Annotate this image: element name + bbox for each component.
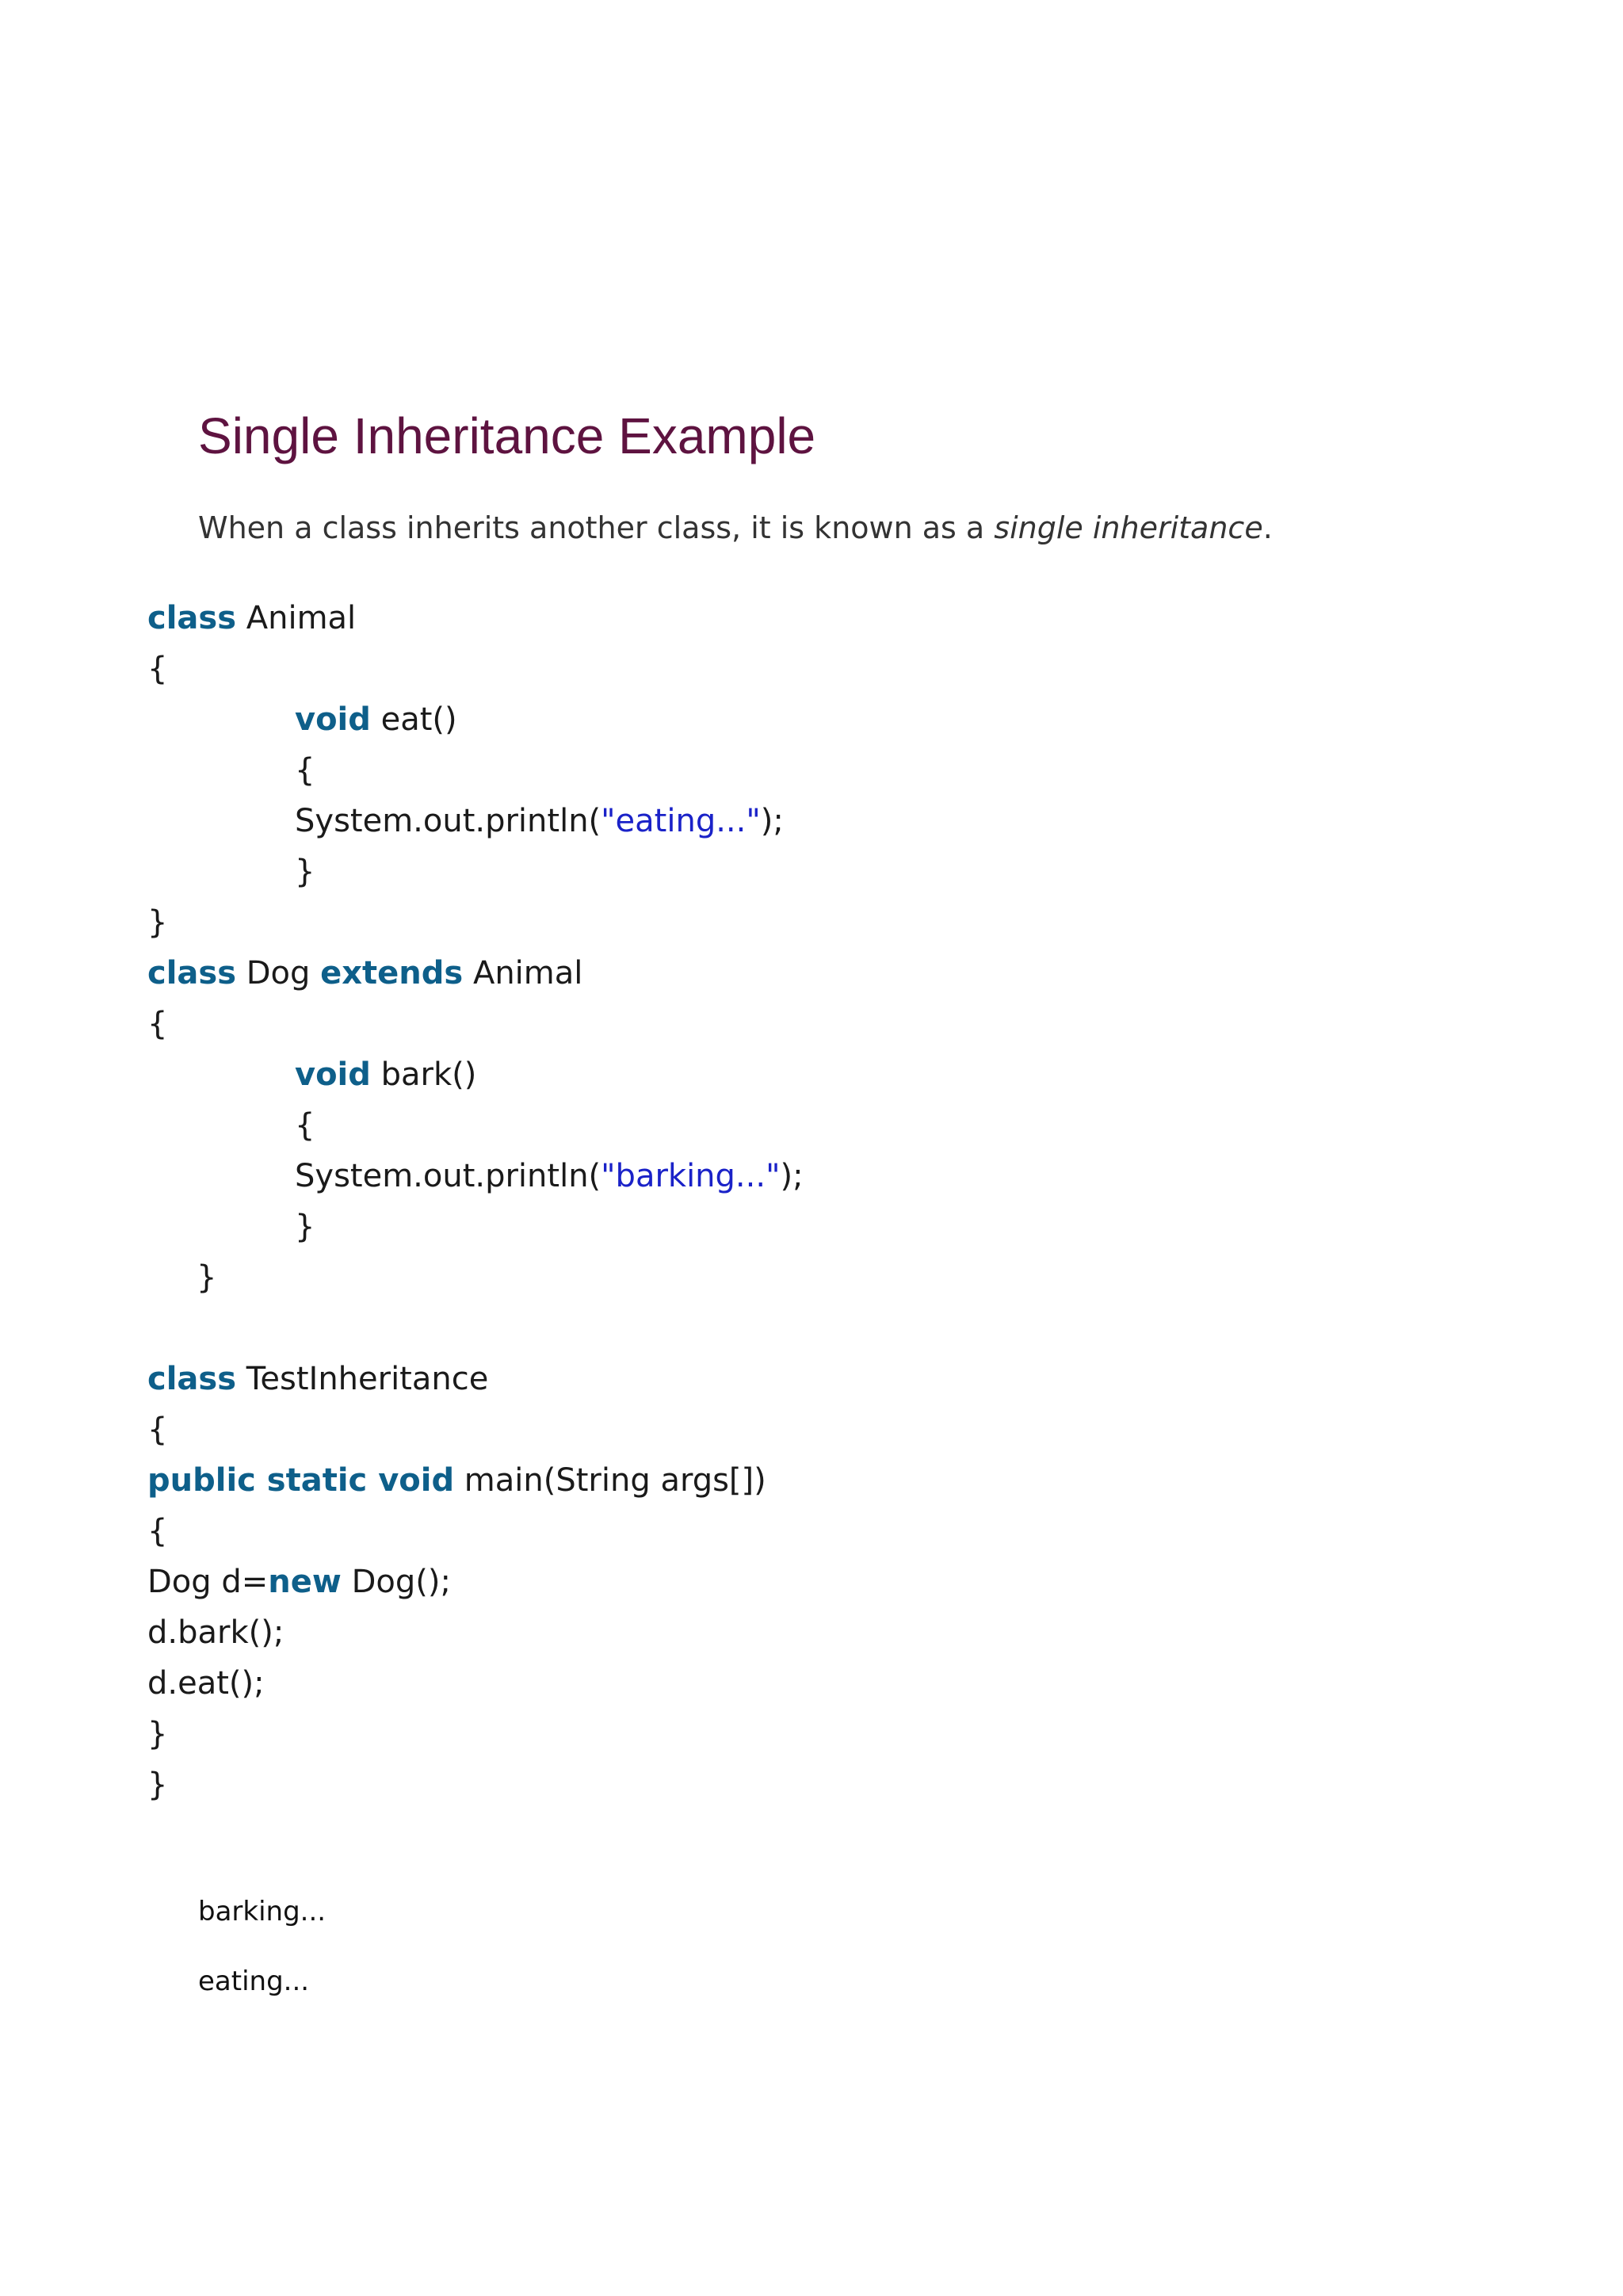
output-line-eating: eating... — [198, 1966, 310, 1997]
println-close: ); — [760, 803, 784, 839]
code-line-void-eat — [295, 694, 457, 745]
code-line-dog-declaration — [147, 1557, 451, 1607]
dog-declaration-start: Dog d= — [147, 1564, 269, 1600]
keyword-public-static-void: public static void — [147, 1462, 455, 1499]
code-line-close-brace: } — [147, 1716, 168, 1752]
method-bark-signature: bark() — [370, 1056, 477, 1093]
code-line-main-signature — [147, 1455, 766, 1506]
println-call: System.out.println( — [295, 803, 601, 839]
intro-text: When a class inherits another class, it is known as a — [198, 510, 995, 545]
method-eat-signature: eat() — [370, 701, 457, 738]
code-line-class-test — [147, 1354, 488, 1404]
code-line-open-brace: { — [295, 752, 315, 789]
code-line-open-brace: { — [295, 1107, 315, 1144]
intro-suffix: . — [1262, 510, 1273, 545]
code-line-open-brace: { — [147, 651, 168, 687]
code-line-close-brace: } — [147, 1767, 168, 1803]
keyword-void: void — [295, 1056, 371, 1093]
code-line-class-dog — [147, 948, 582, 999]
class-name-test: TestInheritance — [236, 1361, 489, 1397]
keyword-new: new — [268, 1564, 342, 1600]
code-line-class-animal — [147, 593, 356, 644]
code-line-void-bark — [295, 1049, 476, 1100]
keyword-class: class — [147, 600, 237, 636]
code-line-open-brace: { — [147, 1412, 168, 1448]
keyword-class: class — [147, 1361, 237, 1397]
keyword-void: void — [295, 701, 371, 738]
code-line-println-eating — [295, 796, 784, 846]
code-line-close-brace: } — [295, 854, 315, 890]
keyword-extends: extends — [320, 955, 464, 991]
method-main-signature: main(String args[]) — [454, 1462, 766, 1499]
output-line-barking: barking... — [198, 1896, 327, 1927]
code-line-open-brace: { — [147, 1006, 168, 1042]
string-literal-eating: "eating..." — [601, 803, 761, 839]
code-line-call-bark: d.bark(); — [147, 1614, 285, 1651]
code-line-open-brace: { — [147, 1513, 168, 1549]
superclass-name: Animal — [463, 955, 583, 991]
keyword-class: class — [147, 955, 237, 991]
println-call: System.out.println( — [295, 1158, 601, 1194]
class-name-animal: Animal — [236, 600, 357, 636]
code-line-close-brace: } — [295, 1209, 315, 1245]
class-name-dog: Dog — [236, 955, 321, 991]
dog-declaration-end: Dog(); — [341, 1564, 451, 1600]
println-close: ); — [780, 1158, 804, 1194]
code-line-close-brace: } — [197, 1259, 217, 1296]
string-literal-barking: "barking..." — [601, 1158, 781, 1194]
code-line-call-eat: d.eat(); — [147, 1665, 265, 1702]
intro-paragraph — [198, 506, 1273, 550]
code-line-println-barking — [295, 1151, 804, 1201]
code-line-close-brace: } — [147, 904, 168, 941]
page-title: Single Inheritance Example — [198, 407, 816, 464]
intro-emphasis: single inheritance — [994, 510, 1263, 545]
